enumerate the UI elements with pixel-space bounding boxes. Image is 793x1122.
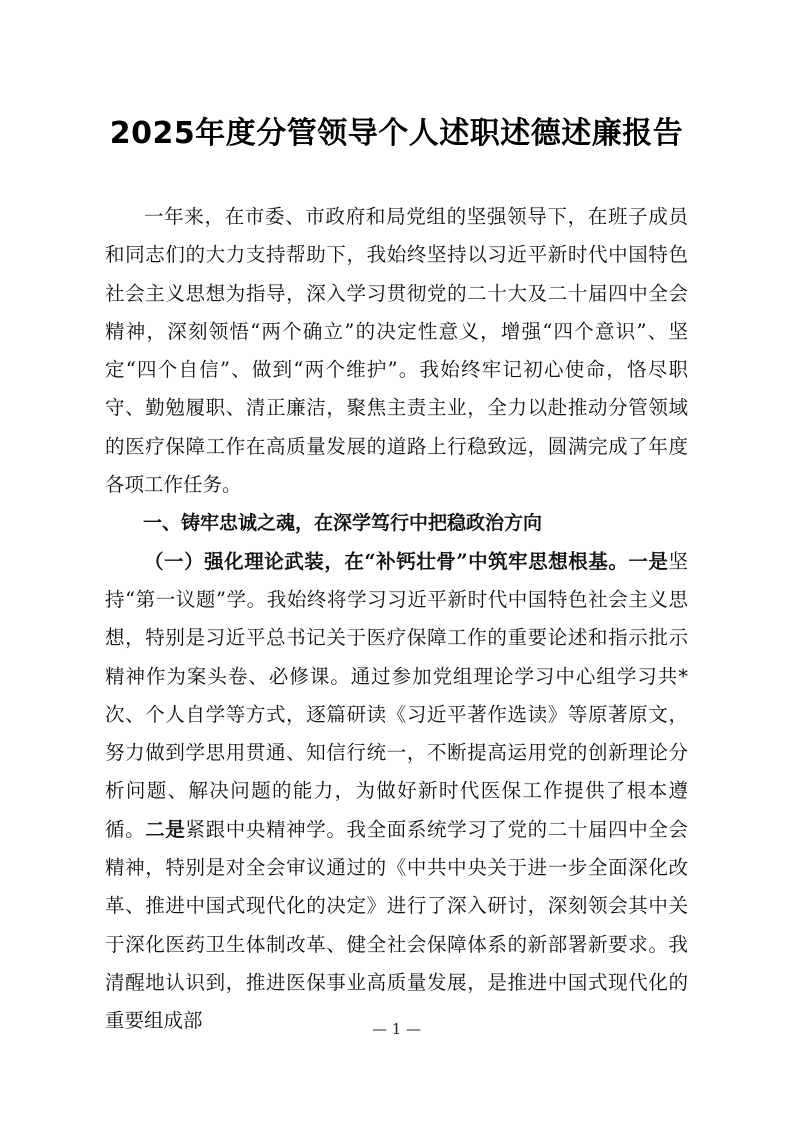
subsection-paragraph (105, 543, 688, 1041)
point-two-text: 紧跟中央精神学。我全面系统学习了党的二十届四中全会精神，特别是对全会审议通过的《中共中央关于进一步全面深化改革、推进中国式现代化的决定》进行了深入研讨，深刻领会其中关于深化医药卫生体制改革、健全社会保障体系的新部署新要求。我清醒地认识到，推进医保事业高质量发展，是推进中国式现代化的重要组成部 (105, 817, 688, 1033)
point-one-lead: 一是 (628, 549, 669, 573)
point-two-lead: 二是 (145, 817, 186, 841)
subsection-heading: （一）强化理论武装，在“补钙壮骨”中筑牢思想根基。 (144, 549, 629, 573)
intro-paragraph: 一年来，在市委、市政府和局党组的坚强领导下，在班子成员和同志们的大力支持帮助下，我始终坚持以习近平新时代中国特色社会主义思想为指导，深入学习贯彻党的二十大及二十届四中全会精神，深刻领悟“两个确立”的决定性意义，增强“四个意识”、坚定“四个自信”、做到“两个维护”。我始终牢记初心使命，恪尽职守、勤勉履职、清正廉洁，聚焦主责主业，全力以赴推动分管领域的医疗保障工作在高质量发展的道路上行稳致远，圆满完成了年度各项工作任务。 (105, 205, 688, 497)
page-number: — 1 — (371, 1020, 422, 1038)
document-body (105, 198, 688, 1041)
section-heading: 一、铸牢忠诚之魂，在深学笃行中把稳政治方向 (143, 512, 543, 535)
point-one-text: 坚持“第一议题”学。我始终将学习习近平新时代中国特色社会主义思想，特别是习近平总书记关于医疗保障工作的重要论述和指示批示精神作为案头卷、必修课。通过参加党组理论学习中心组学习共*次、个人自学等方式，逐篇研读《习近平著作选读》等原著原文，努力做到学思用贯通、知信行统一，不断提高运用党的创新理论分析问题、解决问题的能力，为做好新时代医保工作提供了根本遵循。 (105, 549, 688, 841)
document-title: 2025年度分管领导个人述职述德述廉报告 (109, 116, 684, 151)
